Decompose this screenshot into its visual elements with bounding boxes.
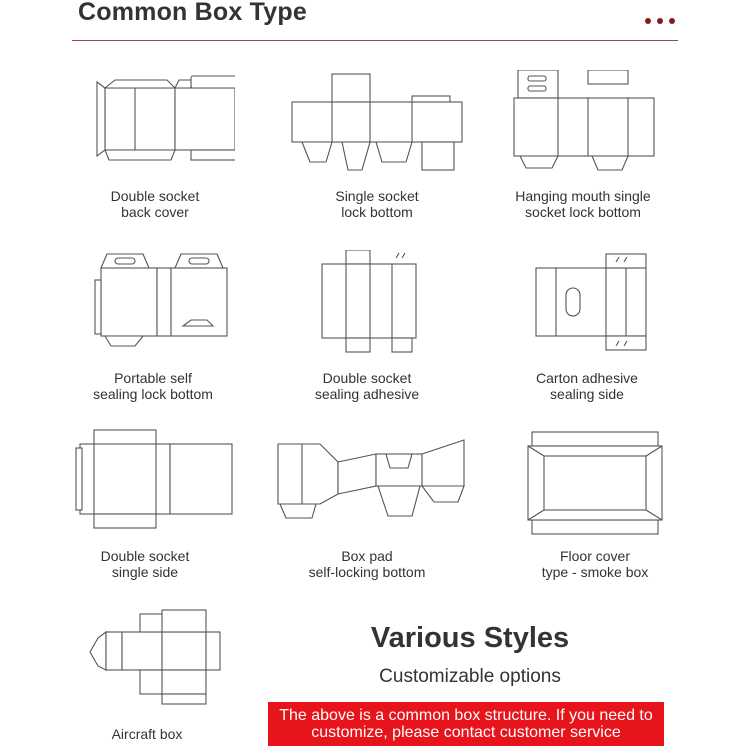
- floor-cover-dieline-icon: [490, 424, 700, 548]
- box-type-card: [262, 424, 472, 580]
- double-socket-sealing-adhesive-dieline-icon: [262, 250, 472, 370]
- header-divider: [72, 40, 678, 41]
- caption-line: socket lock bottom: [525, 204, 641, 220]
- double-socket-single-side-dieline-icon: [40, 424, 250, 548]
- box-pad-dieline-icon: [262, 424, 472, 548]
- box-type-card: [42, 606, 252, 742]
- box-type-caption: [262, 370, 472, 402]
- caption-line: sealing side: [550, 386, 624, 402]
- caption-line: Box pad: [341, 548, 393, 564]
- box-type-caption: [272, 188, 482, 220]
- box-type-card: [262, 250, 472, 402]
- caption-line: Double socket: [110, 188, 200, 204]
- box-type-caption: [48, 370, 258, 402]
- customer-service-notice: [268, 702, 664, 746]
- caption-line: lock bottom: [341, 204, 413, 220]
- box-type-card: [272, 70, 482, 220]
- caption-line: single side: [111, 564, 179, 580]
- box-type-card: [490, 424, 700, 580]
- aircraft-box-dieline-icon: [42, 606, 252, 726]
- caption-line: Portable self: [114, 370, 192, 386]
- portable-self-sealing-dieline-icon: [73, 250, 233, 370]
- box-type-card: [48, 250, 258, 402]
- notice-line: The above is a common box structure. If you need to: [279, 707, 653, 724]
- box-type-caption: [478, 188, 688, 220]
- carton-adhesive-dieline-icon: [482, 250, 692, 370]
- promo-subtitle: Customizable options: [379, 666, 561, 687]
- caption-line: Carton adhesive: [536, 370, 638, 386]
- page-title: Common Box Type: [78, 0, 307, 26]
- box-type-caption: [482, 370, 692, 402]
- box-type-caption: [42, 726, 252, 742]
- caption-line: self-locking bottom: [308, 564, 426, 580]
- caption-line: Double socket: [322, 370, 412, 386]
- promo-title: Various Styles: [370, 622, 570, 654]
- box-type-card: [40, 424, 250, 580]
- hanging-mouth-dieline-icon: [508, 70, 658, 188]
- box-type-card: [478, 70, 688, 220]
- box-type-card: [482, 250, 692, 402]
- notice-line: customize, please contact customer service: [311, 724, 621, 741]
- caption-line: Hanging mouth single: [515, 188, 651, 204]
- caption-line: Aircraft box: [111, 726, 183, 742]
- double-socket-back-cover-dieline-icon: [75, 70, 235, 188]
- caption-line: Double socket: [100, 548, 190, 564]
- box-type-caption: [40, 548, 250, 580]
- box-type-card: [50, 70, 260, 220]
- box-type-caption: [490, 548, 700, 580]
- more-dots-icon[interactable]: [645, 18, 675, 24]
- caption-line: Floor cover: [559, 548, 631, 564]
- caption-line: type - smoke box: [541, 564, 649, 580]
- single-socket-lock-bottom-dieline-icon: [282, 70, 472, 188]
- caption-line: back cover: [121, 204, 189, 220]
- caption-line: Single socket: [335, 188, 419, 204]
- box-type-caption: [50, 188, 260, 220]
- box-type-caption: [262, 548, 472, 580]
- caption-line: sealing adhesive: [314, 386, 420, 402]
- caption-line: sealing lock bottom: [93, 386, 213, 402]
